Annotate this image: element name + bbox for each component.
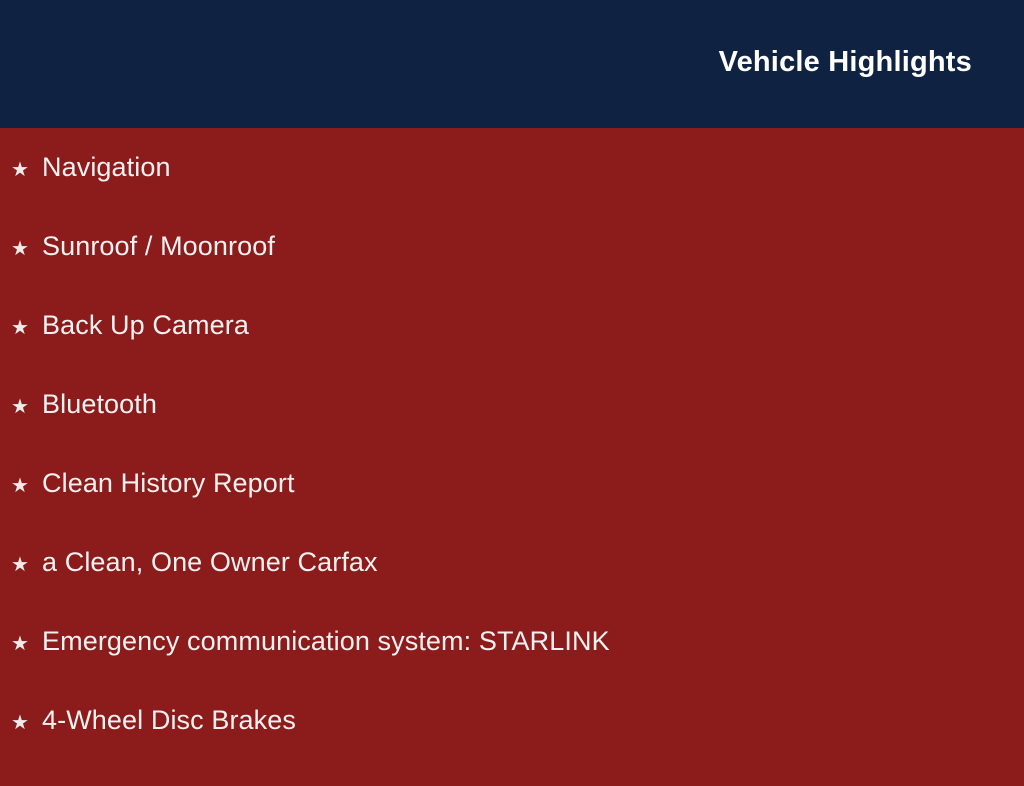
list-item-label: a Clean, One Owner Carfax <box>42 547 378 577</box>
list-item <box>0 391 1024 470</box>
list-item-label: Emergency communication system: STARLINK <box>42 626 610 656</box>
list-item <box>0 312 1024 391</box>
list-item <box>0 707 1024 786</box>
star-icon: ★ <box>11 475 29 497</box>
list-item-label: Sunroof / Moonroof <box>42 231 275 261</box>
star-icon: ★ <box>11 712 29 734</box>
list-item-label: 4-Wheel Disc Brakes <box>42 705 296 735</box>
star-icon: ★ <box>11 159 29 181</box>
list-item-label: Navigation <box>42 152 171 182</box>
list-item-label: Clean History Report <box>42 468 295 498</box>
list-item <box>0 628 1024 707</box>
list-item <box>0 549 1024 628</box>
page-title: Vehicle Highlights <box>718 46 972 78</box>
star-icon: ★ <box>11 554 29 576</box>
list-item-label: Bluetooth <box>42 389 157 419</box>
star-icon: ★ <box>11 633 29 655</box>
star-icon: ★ <box>11 396 29 418</box>
list-item <box>0 470 1024 549</box>
vehicle-highlights-list <box>0 128 1024 768</box>
list-item <box>0 154 1024 233</box>
list-item <box>0 233 1024 312</box>
star-icon: ★ <box>11 238 29 260</box>
header-band <box>0 0 1024 128</box>
star-icon: ★ <box>11 317 29 339</box>
list-item-label: Back Up Camera <box>42 310 249 340</box>
